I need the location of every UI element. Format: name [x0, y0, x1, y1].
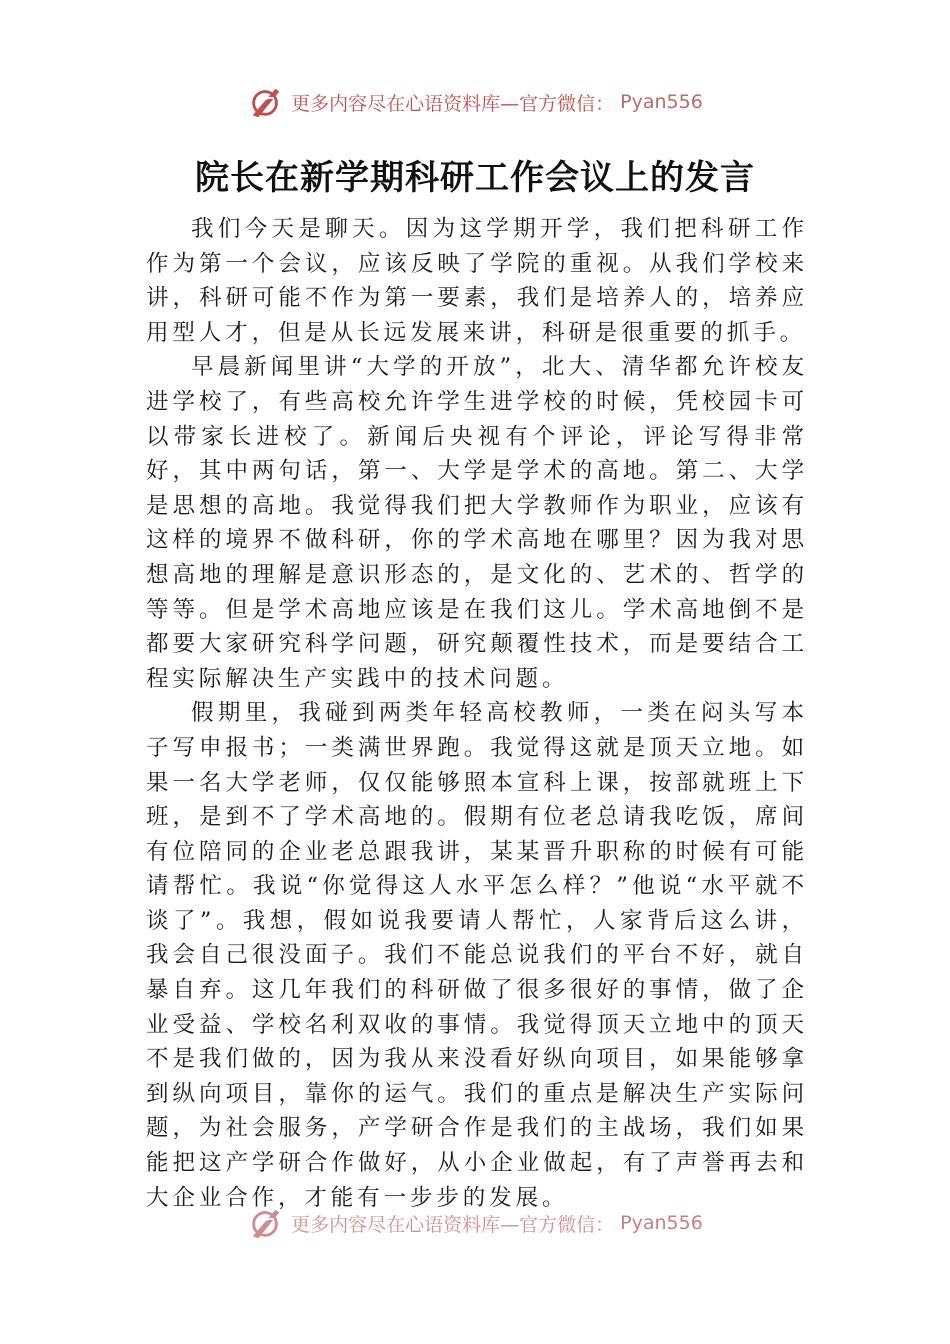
document-body	[146, 212, 808, 1215]
paragraph-1: 我们今天是聊天。因为这学期开学，我们把科研工作作为第一个会议，应该反映了学院的重视。从我们学校来讲，科研可能不作为第一要素，我们是培养人的，培养应用型人才，但是从长远发展来讲，科研是很重要的抓手。	[146, 216, 808, 346]
header-watermark-banner	[0, 82, 950, 122]
footer-watermark-banner	[0, 1203, 950, 1243]
document-title: 院长在新学期科研工作会议上的发言	[195, 158, 755, 198]
pen-logo-icon	[247, 1204, 285, 1242]
header-banner-text: 更多内容尽在心语资料库—官方微信：	[291, 92, 615, 115]
footer-banner-handle: Pyan556	[620, 1212, 703, 1234]
footer-banner-text: 更多内容尽在心语资料库—官方微信：	[291, 1213, 615, 1236]
pen-logo-icon	[247, 83, 285, 121]
header-banner-handle: Pyan556	[620, 91, 703, 113]
paragraph-2: 早晨新闻里讲“大学的开放”，北大、清华都允许校友进学校了，有些高校允许学生进学校的时候，凭校园卡可以带家长进校了。新闻后央视有个评论，评论写得非常好，其中两句话，第一、大学是学术的高地。第二、大学是思想的高地。我觉得我们把大学教师作为职业，应该有这样的境界不做科研，你的学术高地在哪里？因为我对思想高地的理解是意识形态的，是文化的、艺术的、哲学的等等。但是学术高地应该是在我们这儿。学术高地倒不是都要大家研究科学问题，研究颠覆性技术，而是要结合工程实际解决生产实践中的技术问题。	[146, 354, 808, 692]
paragraph-3: 假期里，我碰到两类年轻高校教师，一类在闷头写本子写申报书；一类满世界跑。我觉得这就是顶天立地。如果一名大学老师，仅仅能够照本宣科上课，按部就班上下班，是到不了学术高地的。假期有位老总请我吃饭，席间有位陪同的企业老总跟我讲，某某晋升职称的时候有可能请帮忙。我说“你觉得这人水平怎么样？”他说“水平就不谈了”。我想，假如说我要请人帮忙，人家背后这么讲，我会自己很没面子。我们不能总说我们的平台不好，就自暴自弃。这几年我们的科研做了很多很好的事情，做了企业受益、学校名利双收的事情。我觉得顶天立地中的顶天不是我们做的，因为我从来没看好纵向项目，如果能够拿到纵向项目，靠你的运气。我们的重点是解决生产实际问题，为社会服务，产学研合作是我们的主战场，我们如果能把这产学研合作做好，从小企业做起，有了声誉再去和大企业合作，才能有一步步的发展。	[146, 700, 808, 1211]
